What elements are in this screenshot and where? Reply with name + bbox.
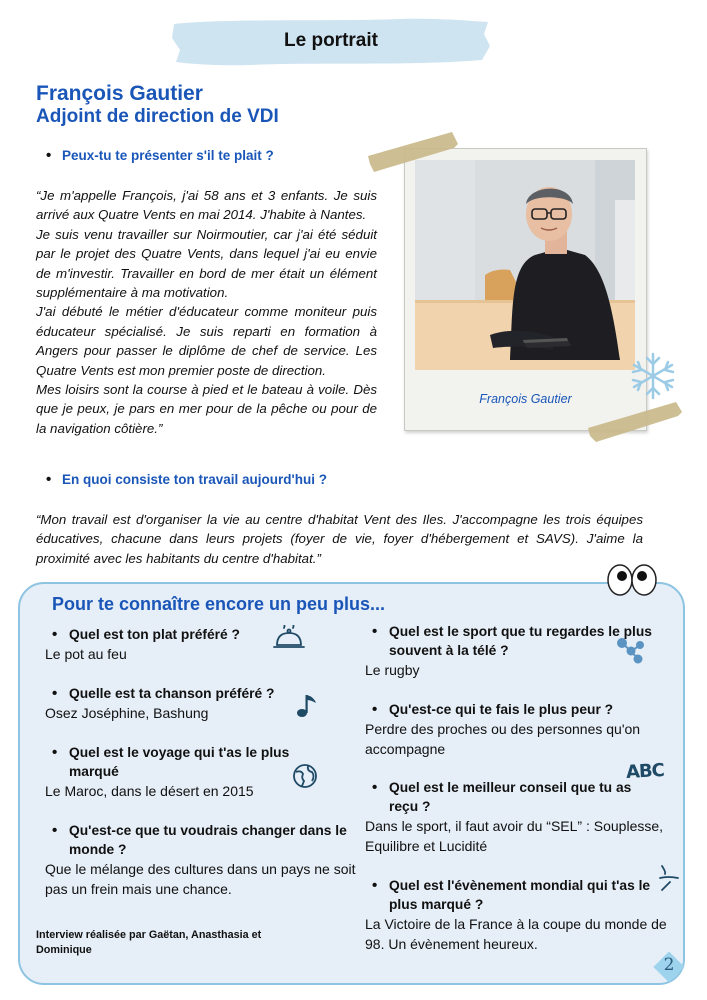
answer-1-paragraph: Mes loisirs sont la course à pied et le bateau à voile. Dès que je peux, je pars en mer pour de la pêche ou pour de la navigation côtière.” [36,382,377,436]
qa-question: • Quelle est ta chanson préféré ? [69,684,309,703]
molecule-icon [615,636,645,664]
photo-caption: François Gautier [479,392,572,406]
know-more-title: Pour te connaître encore un peu plus... [52,594,386,614]
question-1: • Peux-tu te présenter s'il te plait ? [62,148,274,163]
qa-answer: Perdre des proches ou des personnes qu'on accompagne [365,721,641,757]
qa-question: • Qu'est-ce que tu voudrais changer dans le monde ? [69,821,359,859]
interview-credit: Interview réalisée par Gaëtan, Anasthasia et Dominique [36,929,262,956]
cloche-icon [273,625,305,651]
qa-question: • Qu'est-ce qui te fais le plus peur ? [389,700,659,719]
qa-question: • Quel est ton plat préféré ? [69,625,269,644]
page-number-badge [651,949,687,985]
qa-answer: Le Maroc, dans le désert en 2015 [45,783,254,799]
photo-frame [404,148,647,431]
answer-2: “Mon travail est d'organiser la vie au centre d'habitat Vent des Iles. J'accompagne les trois équipes éducatives, chacune dans leurs projets (foyer de vie, foyer d'hébergement et SAVS). J'aime la proximité avec les habitants du centre d'habitat.” [36,512,643,566]
person-role: Adjoint de direction de VDI [36,106,279,127]
qa-answer: La Victoire de la France à la coupe du monde de 98. Un évènement heureux. [365,916,667,952]
person-name: François Gautier [36,82,203,105]
qa-answer: Osez Joséphine, Bashung [45,705,209,721]
abc-icon: ABC [625,760,665,783]
answer-1 [36,186,377,438]
tape-bottom [586,398,684,444]
qa-question: • Quel est l'évènement mondial qui t'as le plus marqué ? [389,876,664,914]
title-banner [170,16,492,68]
snowflake-icon [627,350,679,402]
page-number: 2 [663,955,675,975]
portrait-photo [415,160,635,370]
answer-1-paragraph: Je suis venu travailler sur Noirmoutier, car j'ai été séduit par le projet des Quatre Vents, dans lequel j'ai eu envie de m'investir. Travailler en bord de mer était un élément supplémentaire à ma motivation. [36,226,377,301]
qa-answer: Le pot au feu [45,646,127,662]
music-note-icon [296,691,318,721]
qa-answer: Dans le sport, il faut avoir du “SEL” : Souplesse, Equilibre et Lucidité [365,818,664,854]
tape-top [366,128,460,174]
qa-question: • Quel est le sport que tu regardes le plus souvent à la télé ? [389,622,654,660]
question-2: • En quoi consiste ton travail aujourd'hui ? [62,472,327,487]
eyes-icon [606,562,658,598]
globe-icon [291,762,319,790]
qa-question: • Quel est le meilleur conseil que tu as reçu ? [389,778,664,816]
qa-question: • Quel est le voyage qui t'as le plus marqué [69,743,319,781]
qa-answer: Que le mélange des cultures dans un pays ne soit pas un frein mais une chance. [45,861,356,897]
page-title: Le portrait [284,30,378,51]
answer-1-paragraph: “Je m'appelle François, j'ai 58 ans et 3 enfants. Je suis arrivé aux Quatre Vents en mai 2014. J'habite à Nantes. [36,188,377,223]
qa-answer: Le rugby [365,662,420,678]
answer-1-paragraph: J'ai débuté le métier d'éducateur comme moniteur puis éducateur spécialisé. Je suis reparti en formation à Angers pour passer le diplôme de chef de service. Les Quatre Vents est mon premier poste de direction. [36,304,377,378]
sparkle-icon [656,862,682,894]
